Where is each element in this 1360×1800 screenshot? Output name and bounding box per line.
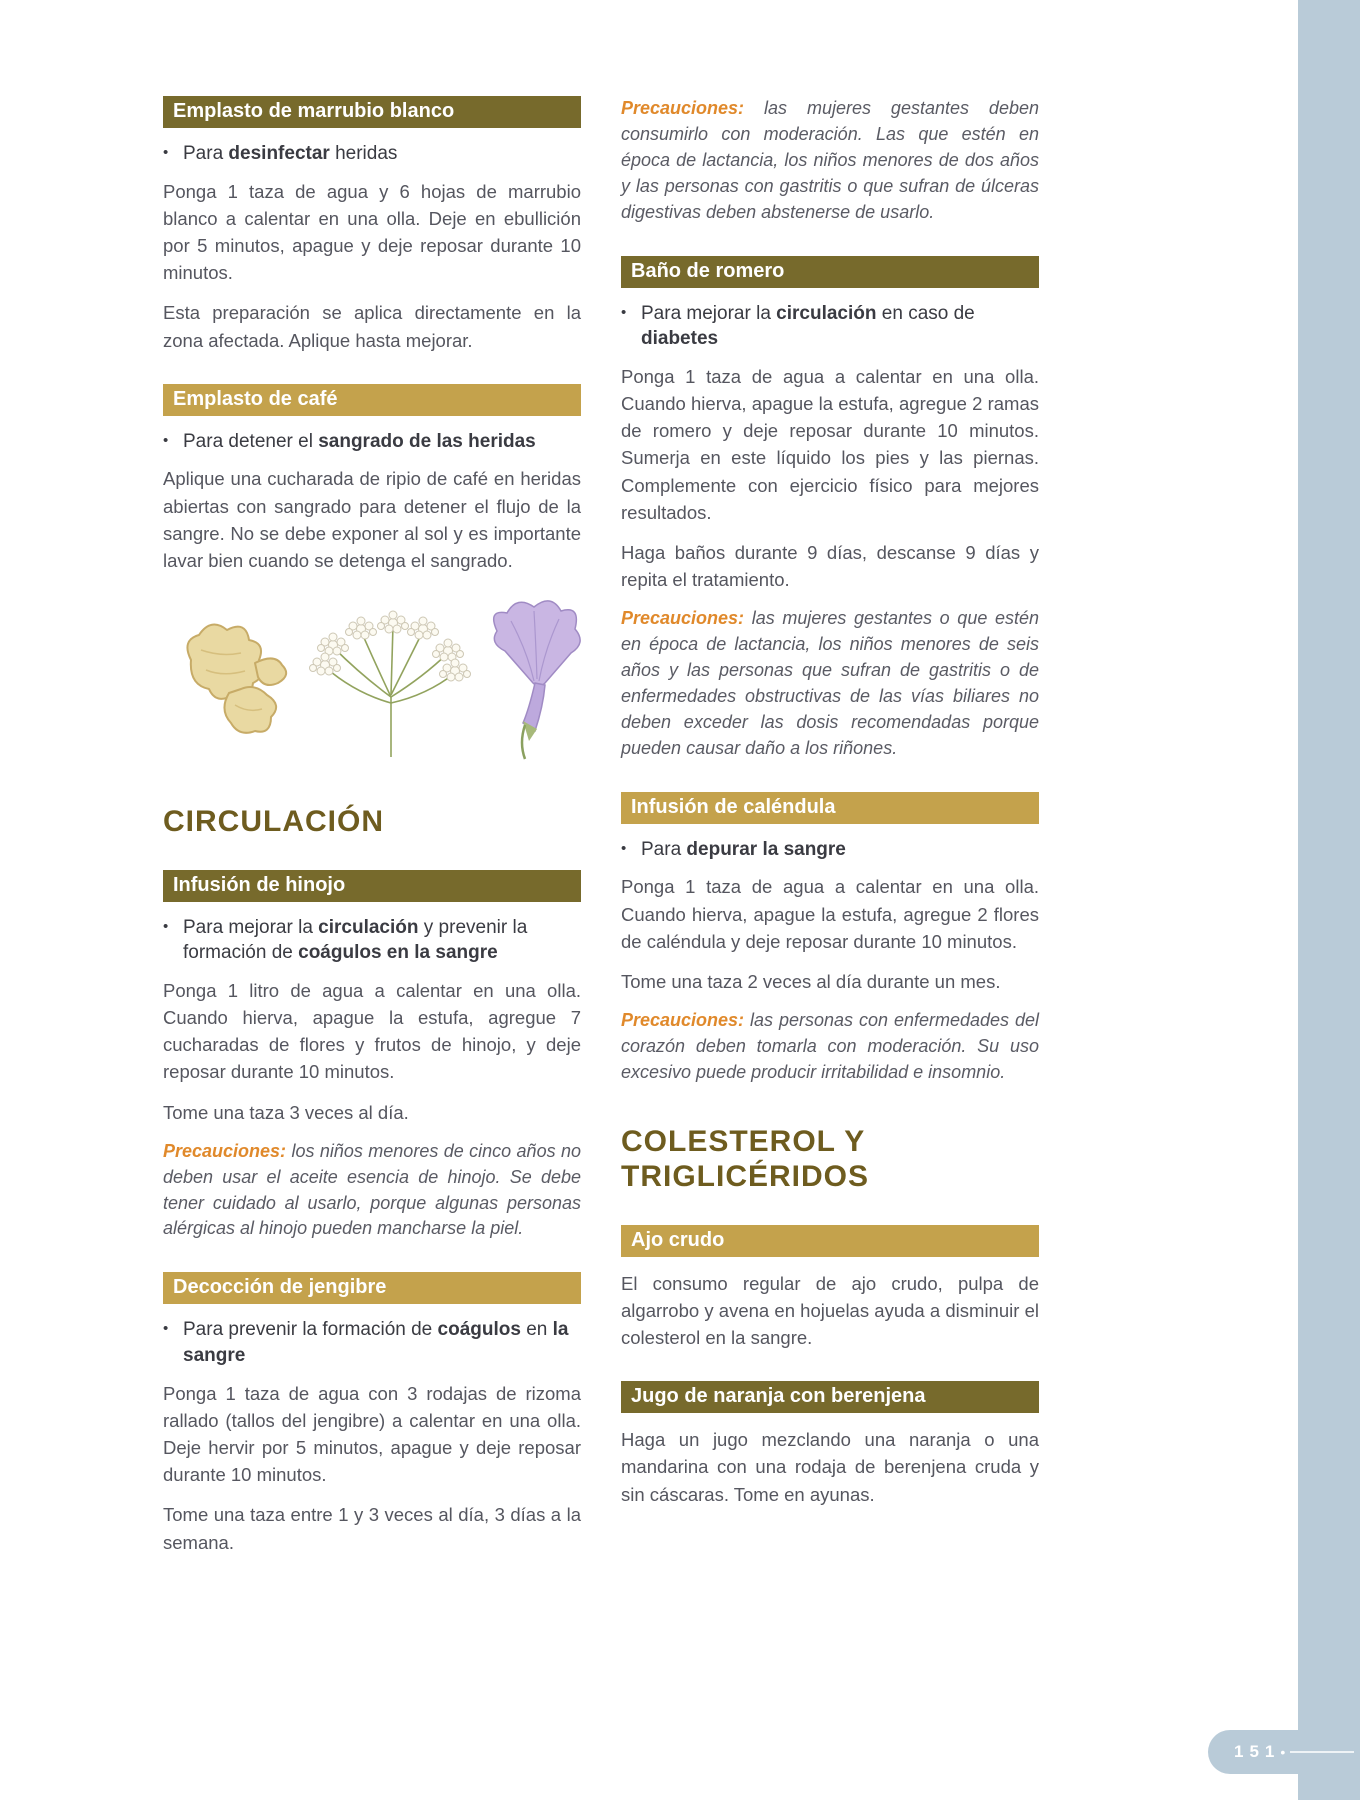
paragraph: Ponga 1 taza de agua a calentar en una olla. Cuando hierva, apague la estufa, agregue 2 ramas de romero y deje reposar durante 10 minutos. Sumerja en este líquido los pies y las piernas. Complemente con ejercicio físico para mejores resultados.	[621, 365, 1039, 523]
precaution-label: Precauciones:	[621, 608, 745, 629]
bullet-segment: Para mejorar la	[183, 916, 319, 938]
paragraph: Aplique una cucharada de ripio de café en heridas abiertas con sangrado para detener el flujo de la sangre. No se debe exponer al sol y es importante lavar bien cuando se detenga el sangrado.	[163, 468, 581, 571]
paragraph: Ponga 1 taza de agua con 3 rodajas de rizoma rallado (tallos del jengibre) a calentar en una olla. Deje hervir por 5 minutos, apague y deje reposar durante 10 minutos.	[163, 1382, 581, 1486]
bullet-segment: en caso de	[876, 302, 975, 324]
remedy-header-bar	[163, 384, 581, 416]
page-number-rule	[1290, 1751, 1354, 1753]
remedy-header-label: Emplasto de marrubio blanco	[173, 100, 455, 122]
paragraph: Haga un jugo mezclando una naranja o una mandarina con una rodaja de berenjena cruda y sin cáscaras. Tome en ayunas.	[621, 1429, 1039, 1505]
bullet-segment: Para detener el	[183, 430, 319, 452]
paragraph: El consumo regular de ajo crudo, pulpa de algarrobo y avena en hojuelas ayuda a disminuir el colesterol en la sangre.	[621, 1272, 1039, 1349]
bullet-segment: circulación	[776, 302, 877, 324]
right-column	[621, 96, 1039, 1569]
bullet-segment: la sangre	[183, 1319, 569, 1367]
usage-bullet	[621, 301, 1039, 352]
bullet-icon: •	[163, 144, 169, 161]
remedy-header-label: Ajo crudo	[631, 1228, 725, 1251]
usage-bullet	[163, 915, 581, 966]
plant-illustrations	[163, 588, 581, 766]
usage-bullet-text	[183, 915, 581, 966]
bullet-segment: Para mejorar la	[641, 302, 777, 324]
bullet-segment: y prevenir la formación de	[183, 916, 528, 964]
bullet-segment: Para	[183, 143, 229, 164]
precaution-note	[621, 1008, 1039, 1086]
page-number-dot-icon: •	[1280, 1744, 1286, 1760]
precaution-note	[621, 606, 1039, 761]
page-number: 151	[1234, 1742, 1281, 1761]
ginger-root-image	[163, 605, 303, 750]
purple-trumpet-illustration	[479, 591, 587, 763]
remedy-header-label: Jugo de naranja con berenjena	[631, 1385, 926, 1408]
precaution-text: las mujeres gestantes o que estén en época de lactancia, los niños menores de seis años y las personas que sufran de gastritis o de enfermedades obstructivas de las vías biliares no deben exceder las dosis recomendadas porque pueden causar daño a los riñones.	[621, 608, 1039, 758]
paragraph: Haga baños durante 9 días, descanse 9 días y repita el tratamiento.	[621, 541, 1039, 591]
precaution-label: Precauciones:	[621, 98, 745, 118]
remedy-header-label: Baño de romero	[631, 259, 785, 282]
precaution-note	[163, 1139, 581, 1243]
remedy-header-label: Infusión de caléndula	[631, 795, 836, 818]
precaution-label: Precauciones:	[621, 1010, 745, 1031]
usage-bullet	[621, 837, 1039, 863]
remedy-header-bar	[621, 256, 1039, 288]
left-column	[163, 96, 581, 1569]
bullet-segment: Para	[641, 838, 687, 860]
paragraph: Ponga 1 litro de agua a calentar en una olla. Cuando hierva, apague la estufa, agregue 7 cucharadas de flores y frutos de hinojo, y deje reposar durante 10 minutos.	[163, 979, 581, 1083]
bullet-icon: •	[621, 303, 627, 321]
bullet-icon: •	[621, 839, 627, 857]
bullet-segment: coágulos en la sangre	[298, 942, 498, 964]
purple-trumpet-flower-image	[479, 591, 587, 763]
paragraph: Esta preparación se aplica directamente en la zona afectada. Aplique hasta mejorar.	[163, 302, 581, 351]
remedy-header-bar	[163, 96, 581, 128]
remedy-header-label: Decocción de jengibre	[173, 1276, 387, 1299]
page-content	[163, 96, 1039, 1569]
usage-bullet	[163, 429, 581, 455]
paragraph: Ponga 1 taza de agua y 6 hojas de marrubio blanco a calentar en una olla. Deje en ebullición por 5 minutos, apague y deje reposar durante 10 minutos.	[163, 180, 581, 284]
precaution-label: Precauciones:	[163, 1140, 287, 1161]
ginger-root-illustration	[163, 605, 303, 750]
remedy-header-bar	[621, 1225, 1039, 1257]
remedy-header-label: Emplasto de café	[173, 387, 338, 410]
bullet-segment: coágulos	[437, 1319, 521, 1341]
usage-bullet-text	[183, 141, 581, 167]
white-umbel-flower-image	[303, 595, 479, 760]
precaution-text: las personas con enfermedades del corazón deben tomarla con moderación. Su uso excesivo puede producir irritabilidad e insomnio.	[621, 1010, 1039, 1082]
side-strip	[1298, 0, 1360, 1800]
bullet-segment: circulación	[318, 916, 419, 938]
remedy-header-bar	[163, 1272, 581, 1304]
bullet-icon: •	[163, 917, 169, 935]
bullet-segment: en	[520, 1319, 553, 1341]
remedy-header-bar	[621, 1381, 1039, 1413]
bullet-segment: Para prevenir la formación de	[183, 1319, 438, 1341]
usage-bullet-text	[183, 429, 581, 455]
remedy-header-bar	[163, 870, 581, 902]
bullet-segment: diabetes	[641, 328, 719, 350]
paragraph: Tome una taza entre 1 y 3 veces al día, 3 días a la semana.	[163, 1504, 581, 1553]
section-title: COLESTEROL Y TRIGLICÉRIDOS	[621, 1124, 870, 1194]
remedy-header-label: Infusión de hinojo	[173, 873, 346, 896]
usage-bullet	[163, 1317, 581, 1368]
paragraph: Tome una taza 3 veces al día.	[163, 1101, 409, 1123]
section-title: CIRCULACIÓN	[163, 805, 384, 839]
precaution-note	[621, 96, 1039, 226]
bullet-icon: •	[163, 431, 169, 449]
bullet-segment: heridas	[329, 143, 398, 164]
usage-bullet-text	[183, 1317, 581, 1368]
bullet-segment: depurar la sangre	[686, 838, 846, 860]
usage-bullet	[163, 141, 581, 167]
usage-bullet-text	[641, 301, 1039, 352]
paragraph: Ponga 1 taza de agua a calentar en una olla. Cuando hierva, apague la estufa, agregue 2 flores de caléndula y deje reposar durante 10 minutos.	[621, 876, 1039, 952]
precaution-text: los niños menores de cinco años no deben usar el aceite esencia de hinojo. Se debe tener cuidado al usarlo, porque algunas personas alérgicas al hinojo pueden mancharse la piel.	[163, 1140, 581, 1239]
bullet-segment: sangrado de las heridas	[318, 430, 536, 452]
bullet-segment: desinfectar	[228, 143, 330, 164]
remedy-header-bar	[621, 792, 1039, 824]
page-number-tab	[1208, 1730, 1360, 1774]
white-umbel-illustration	[303, 595, 479, 760]
precaution-text: las mujeres gestantes deben consumirlo con moderación. Las que estén en época de lactancia, los niños menores de dos años y las personas con gastritis o que sufran de úlceras digestivas deben abstenerse de usarlo.	[621, 98, 1039, 222]
paragraph: Tome una taza 2 veces al día durante un mes.	[621, 970, 1001, 992]
usage-bullet-text	[641, 837, 1039, 863]
bullet-icon: •	[163, 1320, 169, 1338]
